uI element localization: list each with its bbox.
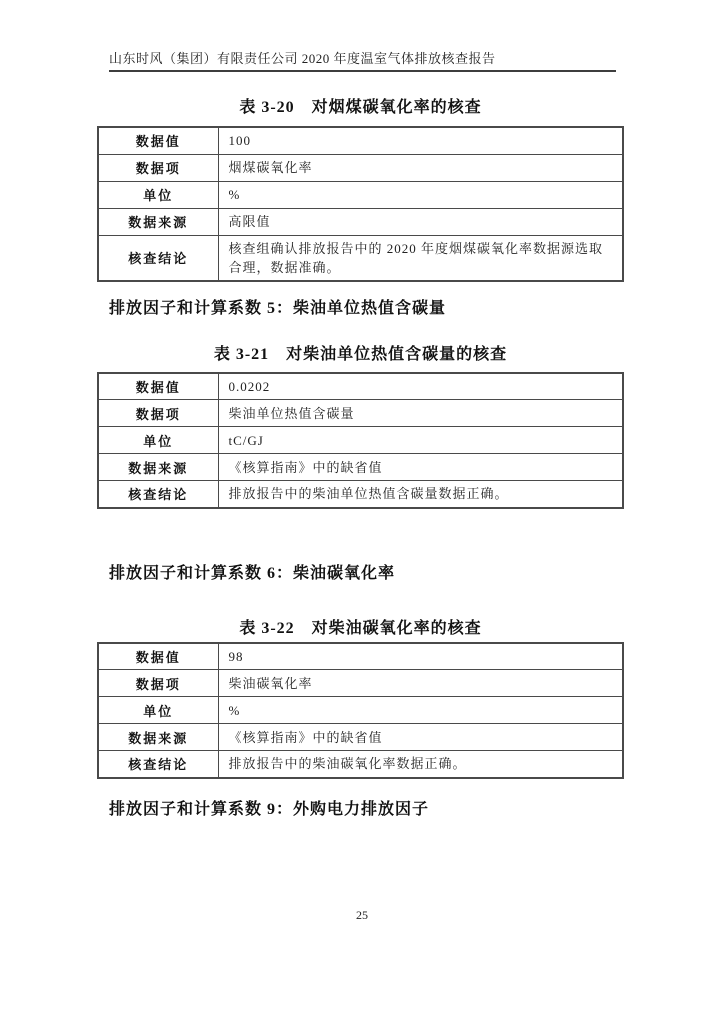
- table-row: [98, 481, 623, 508]
- page-number: 25: [356, 908, 368, 922]
- row-label: 数据值: [98, 373, 218, 400]
- page-header: [109, 50, 616, 72]
- table-row: [98, 235, 623, 281]
- row-value: 排放报告中的柴油单位热值含碳量数据正确。: [218, 481, 623, 508]
- table-row: [98, 697, 623, 724]
- row-label: 核查结论: [98, 751, 218, 778]
- row-label: 核查结论: [98, 235, 218, 281]
- report-title: 山东时风（集团）有限责任公司 2020 年度温室气体排放核查报告: [109, 51, 496, 66]
- row-label: 数据来源: [98, 454, 218, 481]
- row-value: 柴油单位热值含碳量: [218, 400, 623, 427]
- table-row: [98, 127, 623, 154]
- row-label: 数据项: [98, 154, 218, 181]
- row-label: 核查结论: [98, 481, 218, 508]
- row-label: 数据值: [98, 643, 218, 670]
- table-3-20: [97, 126, 624, 282]
- row-label: 数据来源: [98, 724, 218, 751]
- table-row: [98, 427, 623, 454]
- row-label: 单位: [98, 697, 218, 724]
- table-3-22: [97, 642, 624, 779]
- table-row: [98, 400, 623, 427]
- row-value: %: [218, 181, 623, 208]
- table-3-21: [97, 372, 624, 509]
- table-3-20-caption: 表 3-20 对烟煤碳氧化率的核查: [239, 99, 482, 116]
- row-value: 98: [218, 643, 623, 670]
- table-3-22-caption: 表 3-22 对柴油碳氧化率的核查: [239, 619, 482, 637]
- section-heading-factor-6: 排放因子和计算系数 6：柴油碳氧化率: [109, 564, 396, 582]
- section-heading-factor-9: 排放因子和计算系数 9：外购电力排放因子: [109, 800, 430, 818]
- row-value: %: [218, 697, 623, 724]
- table-row: [98, 724, 623, 751]
- row-label: 数据来源: [98, 208, 218, 235]
- table-row: [98, 154, 623, 181]
- row-value: 排放报告中的柴油碳氧化率数据正确。: [218, 751, 623, 778]
- row-label: 单位: [98, 181, 218, 208]
- row-value: 《核算指南》中的缺省值: [218, 454, 623, 481]
- row-label: 单位: [98, 427, 218, 454]
- table-row: [98, 643, 623, 670]
- row-label: 数据项: [98, 670, 218, 697]
- row-value: 核查组确认排放报告中的 2020 年度烟煤碳氧化率数据源选取合理，数据准确。: [218, 235, 623, 281]
- table-row: [98, 454, 623, 481]
- row-label: 数据项: [98, 400, 218, 427]
- section-heading-factor-5: 排放因子和计算系数 5：柴油单位热值含碳量: [109, 299, 447, 317]
- table-row: [98, 181, 623, 208]
- row-value: 烟煤碳氧化率: [218, 154, 623, 181]
- row-value: 柴油碳氧化率: [218, 670, 623, 697]
- row-value: tC/GJ: [218, 427, 623, 454]
- row-value: 高限值: [218, 208, 623, 235]
- table-3-21-caption: 表 3-21 对柴油单位热值含碳量的核查: [213, 345, 508, 363]
- row-label: 数据值: [98, 127, 218, 154]
- row-value: 100: [218, 127, 623, 154]
- row-value: 0.0202: [218, 373, 623, 400]
- row-value: 《核算指南》中的缺省值: [218, 724, 623, 751]
- table-row: [98, 373, 623, 400]
- table-row: [98, 670, 623, 697]
- table-row: [98, 208, 623, 235]
- table-row: [98, 751, 623, 778]
